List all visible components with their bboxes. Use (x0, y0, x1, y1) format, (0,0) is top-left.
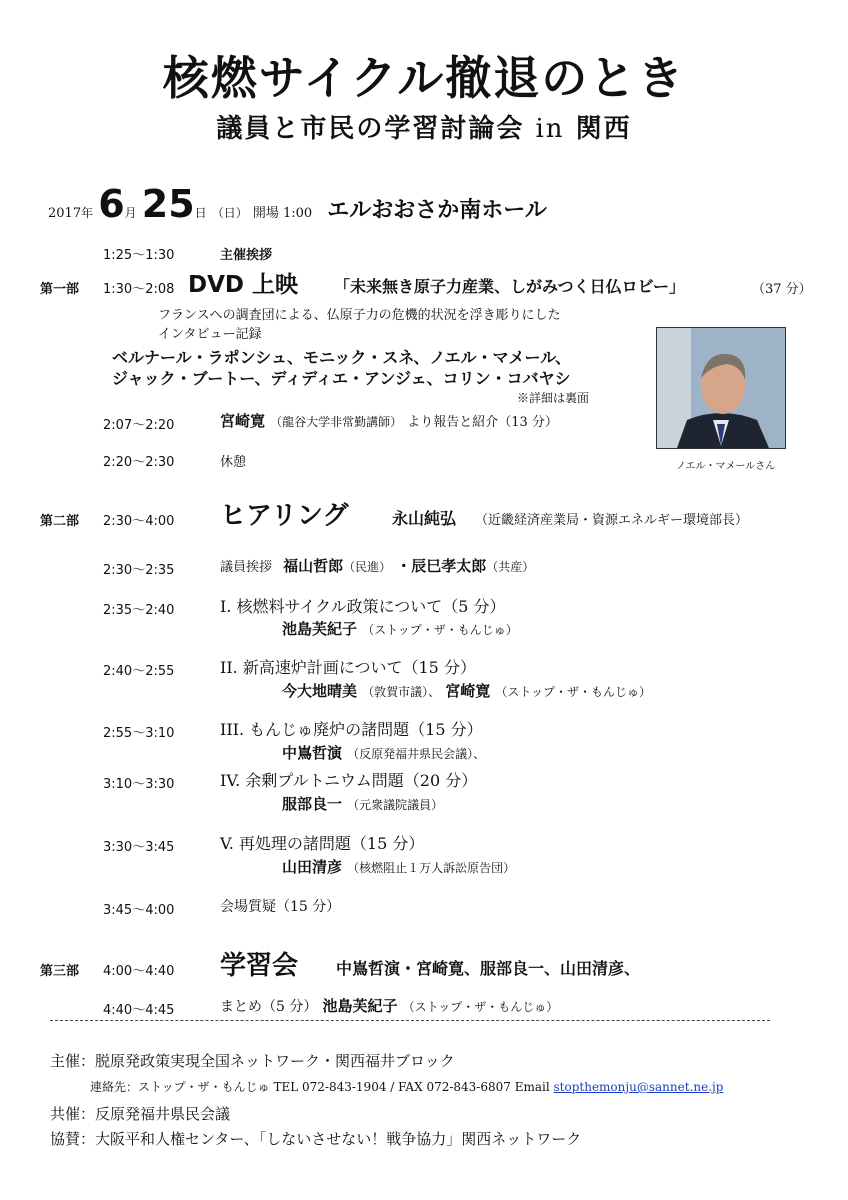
venue: エルおおさか南ホール (327, 198, 547, 223)
day: 25 (141, 182, 195, 226)
agenda-item-affiliation: （核燃阻止１万人訴訟原告団） (347, 861, 516, 875)
part1-film-title: 「未来無き原子力産業、しがみつく日仏ロビー」 (334, 277, 686, 296)
agenda-item-title: IV. 余剰プルトニウム問題（20 分） (220, 771, 478, 790)
agenda-item-title: III. もんじゅ廃炉の諸問題（15 分） (220, 720, 483, 739)
agenda-item-title: V. 再処理の諸問題（15 分） (220, 834, 425, 853)
agenda-item-time: 2:55～3:10 (103, 726, 175, 741)
report-affiliation: （龍谷大学非常勤講師） (270, 415, 403, 429)
subtitle-main: 議員と市民の学習討論会 (216, 114, 525, 144)
year: 2017 (48, 206, 82, 221)
summary-speaker: 池島芙紀子 (322, 997, 398, 1015)
summary-line (220, 995, 558, 1016)
host: 主催：脱原発政策実現全国ネットワーク・関西福井ブロック (50, 1052, 455, 1070)
agenda-item-time: 2:40～2:55 (103, 664, 175, 679)
part3-label: 第三部 (40, 964, 80, 979)
agenda-item-affiliation2: （ストップ・ザ・もんじゅ） (495, 685, 651, 699)
report-text: より報告と紹介（13 分） (407, 415, 558, 430)
agenda-item-speaker-line (282, 680, 651, 701)
year-unit: 年 (81, 206, 94, 220)
subtitle-region: 関西 (575, 114, 632, 144)
opening-time: 1:25～1:30 (103, 248, 175, 263)
part3-time: 4:00～4:40 (103, 964, 175, 979)
agenda-item-speaker-line (282, 793, 443, 814)
agenda-item-affiliation: （敦賀市議）、 (362, 685, 441, 699)
part3-people: 中嶌哲演・宮崎寛、服部良一、山田清彦、 (336, 959, 641, 978)
part1-label: 第一部 (40, 282, 80, 297)
report-line (220, 410, 558, 431)
greet-label: 議員挨拶 (220, 560, 273, 575)
opening-label: 主催挨拶 (220, 248, 273, 263)
agenda-item-time: 3:10～3:30 (103, 777, 175, 792)
part2-time: 2:30～4:00 (103, 514, 175, 529)
break-label: 休憩 (220, 455, 247, 470)
part2-label: 第二部 (40, 514, 80, 529)
photo-caption: ノエル・マメールさん (676, 461, 776, 472)
portrait-photo (656, 327, 786, 449)
report-time: 2:07～2:20 (103, 418, 175, 433)
agenda-item-speaker: 山田清彦 (282, 858, 343, 876)
greet-name1: 福山哲郎 (283, 557, 344, 575)
part3-heading: 学習会 (220, 951, 299, 981)
day-unit: 日 (194, 206, 207, 220)
greet-name2: 辰巳孝太郎 (411, 557, 487, 575)
summary-label: まとめ（5 分） (220, 999, 318, 1015)
agenda-item-title: I. 核燃料サイクル政策について（5 分） (220, 597, 506, 616)
summary-affiliation: （ストップ・ザ・もんじゅ） (402, 1000, 559, 1014)
greet-line (220, 555, 534, 576)
greet-party1: （民進） (343, 560, 392, 574)
greet-time: 2:30～2:35 (103, 563, 175, 578)
qa-label: 会場質疑（15 分） (220, 899, 341, 915)
summary-time: 4:40～4:45 (103, 1003, 175, 1018)
part1-time: 1:30～2:08 (103, 282, 175, 297)
divider (50, 1020, 770, 1021)
agenda-item-time: 3:30～3:45 (103, 840, 175, 855)
subtitle-in: in (535, 114, 565, 144)
agenda-item-speaker: 池島芙紀子 (282, 620, 358, 638)
part2-heading: ヒアリング (220, 501, 349, 531)
weekday: （日） (211, 206, 248, 220)
part2-speaker-affiliation: （近畿経済産業局・資源エネルギー環境部長） (475, 513, 749, 528)
month: 6 (98, 182, 125, 226)
event-subtitle (0, 108, 848, 145)
agenda-item-speaker: 中嶌哲演 (282, 744, 343, 762)
greet-party2: （共産） (486, 560, 535, 574)
part1-people1: ベルナール・ラポンシュ、モニック・スネ、ノエル・マメール、 (112, 348, 571, 367)
agenda-item-title: II. 新高速炉計画について（15 分） (220, 658, 476, 677)
month-unit: 月 (124, 206, 137, 220)
part1-duration: （37 分） (752, 282, 812, 297)
part1-desc2: インタビュー記録 (158, 327, 262, 342)
support: 協賛：大阪平和人権センター、「しないさせない！戦争協力」関西ネットワーク (50, 1130, 582, 1148)
agenda-item-affiliation: （元衆議院議員） (347, 798, 444, 812)
agenda-item-time: 2:35～2:40 (103, 603, 175, 618)
agenda-item-affiliation: （ストップ・ザ・もんじゅ） (362, 623, 518, 637)
doors-open: 開場 1:00 (252, 206, 313, 221)
report-speaker: 宮崎寛 (220, 412, 266, 430)
event-title: 核燃サイクル撤退のとき (162, 51, 686, 105)
qa-time: 3:45～4:00 (103, 903, 175, 918)
agenda-item-speaker-line (282, 742, 485, 763)
date-line (48, 182, 547, 226)
part1-note: ※詳細は裏面 (517, 391, 590, 405)
agenda-item-affiliation: （反原発福井県民会議）、 (347, 747, 486, 761)
break-time: 2:20～2:30 (103, 455, 175, 470)
part1-people2: ジャック・ブートー、ディディエ・アンジェ、コリン・コバヤシ (112, 369, 571, 388)
agenda-item-speaker2: 宮崎寛 (445, 682, 491, 700)
email-link[interactable]: stopthemonju@sannet.ne.jp (553, 1080, 724, 1094)
agenda-item-speaker: 今大地晴美 (282, 682, 358, 700)
part2-speaker: 永山純弘 (392, 509, 457, 528)
greet-sep: ・ (396, 557, 412, 575)
part1-heading: DVD 上映 (188, 272, 298, 298)
agenda-item-speaker-line (282, 856, 515, 877)
portrait-figure (657, 328, 785, 448)
contact-line (90, 1078, 723, 1095)
part1-desc1: フランスへの調査団による、仏原子力の危機的状況を浮き彫りにした (158, 308, 561, 323)
cohost: 共催：反原発福井県民会議 (50, 1105, 231, 1123)
agenda-item-speaker-line (282, 618, 518, 639)
contact: 連絡先：ストップ・ザ・もんじゅ TEL 072-843-1904 / FAX 072-843-6807 Email (90, 1080, 550, 1094)
agenda-item-speaker: 服部良一 (282, 795, 343, 813)
